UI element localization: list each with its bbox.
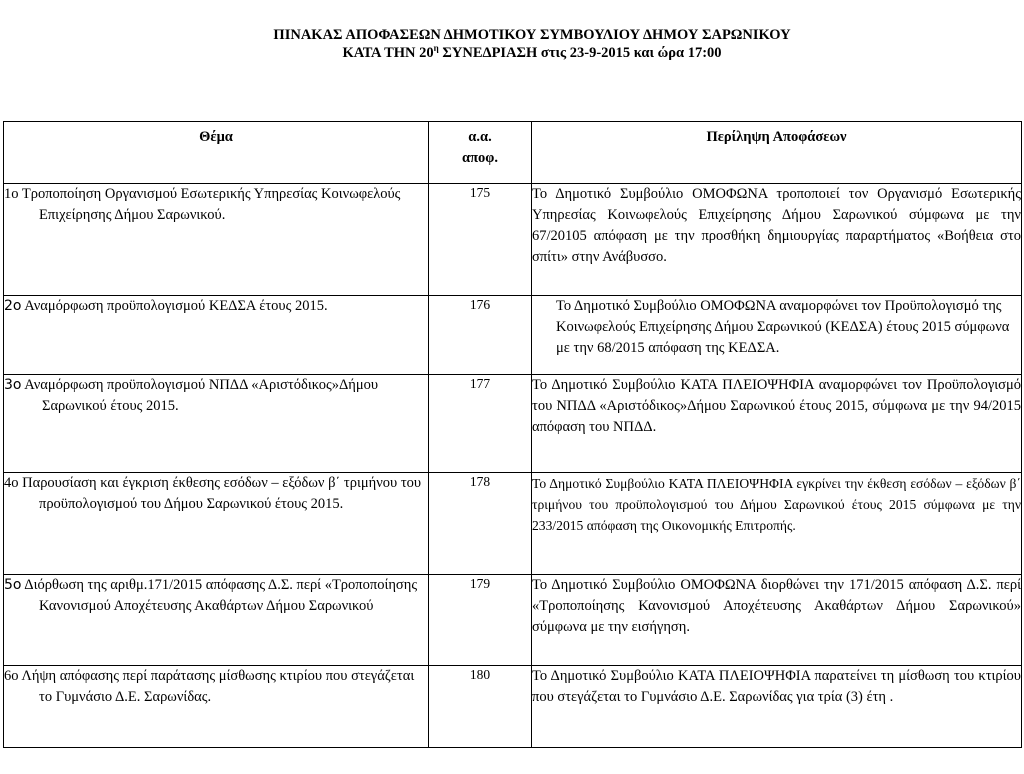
title-line-2 [0,44,1024,62]
decision-summary: Το Δημοτικό Συμβούλιο ΟΜΟΦΩΝΑ διορθώνει την 171/2015 απόφαση Δ.Σ. περί «Τροποποίησης Κανονισμού Αποχέτευσης Ακαθάρτων Δήμου Σαρωνικού» σύμφωνα με την εισήγηση. [532,575,1022,666]
header-decision-number-label: α.α. αποφ. [462,129,498,166]
topic-text: Αναμόρφωση προϋπολογισμού ΚΕΔΣΑ έτους 2015. [21,298,328,314]
table-row [4,473,1022,575]
header-summary: Περίληψη Αποφάσεων [532,122,1022,184]
title-line-1: ΠΙΝΑΚΑΣ ΑΠΟΦΑΣΕΩΝ ΔΗΜΟΤΙΚΟΥ ΣΥΜΒΟΥΛΙΟΥ ΔΗΜΟΥ ΣΑΡΩΝΙΚΟΥ [273,27,791,43]
topic-ordinal: 3ο [4,377,22,393]
topic-text: Αναμόρφωση προϋπολογισμού ΝΠΔΔ «Αριστόδικος»Δήμου Σαρωνικού έτους 2015. [21,377,379,414]
decision-summary: Το Δημοτικό Συμβούλιο ΚΑΤΑ ΠΛΕΙΟΨΗΦΙΑ εγκρίνει την έκθεση εσόδων – εξόδων β΄ τριμήνου του προϋπολογισμού του Δήμου Σαρωνικού έτους 2015 σύμφωνα με την 233/2015 απόφαση της Οικονομικής Επιτροπής. [532,473,1022,575]
table-row [4,296,1022,375]
topic-text: Τροποποίηση Οργανισμού Εσωτερικής Υπηρεσίας Κοινωφελούς Επιχείρησης Δήμου Σαρωνικού. [18,186,401,223]
title-line-2-suffix: ΣΥΝΕΔΡΙΑΣΗ στις 23-9-2015 και ώρα 17:00 [438,45,722,61]
header-topic: Θέμα [4,122,429,184]
topic-cell [4,184,429,296]
topic-ordinal: 2ο [4,298,22,314]
decisions-table [3,121,1022,748]
title-line-2-superscript: η [433,43,439,53]
topic-cell [4,666,429,748]
topic-cell [4,575,429,666]
decision-summary: Το Δημοτικό Συμβούλιο ΟΜΟΦΩΝΑ τροποποιεί τον Οργανισμό Εσωτερικής Υπηρεσίας Κοινωφελούς Επιχείρησης Δήμου Σαρωνικού σύμφωνα με την 67/20105 απόφαση με την προσθήκη δημιουργίας παραρτήματος «Βοήθεια στο σπίτι» στην Ανάβυσσο. [532,184,1022,296]
decision-summary: Το Δημοτικό Συμβούλιο ΟΜΟΦΩΝΑ αναμορφώνει τον Προϋπολογισμό της Κοινωφελούς Επιχείρησης Δήμου Σαρωνικού (ΚΕΔΣΑ) έτους 2015 σύμφωνα με την 68/2015 απόφαση της ΚΕΔΣΑ. [532,296,1022,375]
decision-number: 176 [429,296,532,375]
topic-cell [4,473,429,575]
topic-cell [4,296,429,375]
table-row [4,184,1022,296]
title-line-2-prefix: ΚΑΤΑ ΤΗΝ 20 [342,45,434,61]
decision-number: 179 [429,575,532,666]
decision-number: 175 [429,184,532,296]
table-row [4,375,1022,473]
decision-number: 177 [429,375,532,473]
decision-summary: Το Δημοτικό Συμβούλιο ΚΑΤΑ ΠΛΕΙΟΨΗΦΙΑ αναμορφώνει τον Προϋπολογισμό του ΝΠΔΔ «Αριστόδικος»Δήμου Σαρωνικού έτους 2015, σύμφωνα με την 94/2015 απόφαση του ΝΠΔΔ. [532,375,1022,473]
topic-text: Παρουσίαση και έγκριση έκθεσης εσόδων – εξόδων β΄ τριμήνου του προϋπολογισμού του Δήμου Σαρωνικού έτους 2015. [18,475,422,512]
decision-summary: Το Δημοτικό Συμβούλιο ΚΑΤΑ ΠΛΕΙΟΨΗΦΙΑ παρατείνει τη μίσθωση του κτιρίου που στεγάζεται το Γυμνάσιο Δ.Ε. Σαρωνίδας για τρία (3) έτη . [532,666,1022,748]
topic-cell [4,375,429,473]
decision-number: 178 [429,473,532,575]
topic-text: Διόρθωση της αριθμ.171/2015 απόφασης Δ.Σ. περί «Τροποποίησης Κανονισμού Αποχέτευσης Ακαθάρτων Δήμου Σαρωνικού [21,577,418,614]
topic-ordinal: 6ο [4,668,19,684]
decision-number: 180 [429,666,532,748]
table-row [4,575,1022,666]
topic-text: Λήψη απόφασης περί παράτασης μίσθωσης κτιρίου που στεγάζεται το Γυμνάσιο Δ.Ε. Σαρωνίδας. [18,668,415,705]
document-title [0,26,1024,62]
topic-ordinal: 1ο [4,186,19,202]
header-decision-number [429,122,532,184]
table-row [4,666,1022,748]
topic-ordinal: 4ο [4,475,19,491]
topic-ordinal: 5ο [4,577,22,593]
table-header-row [4,122,1022,184]
